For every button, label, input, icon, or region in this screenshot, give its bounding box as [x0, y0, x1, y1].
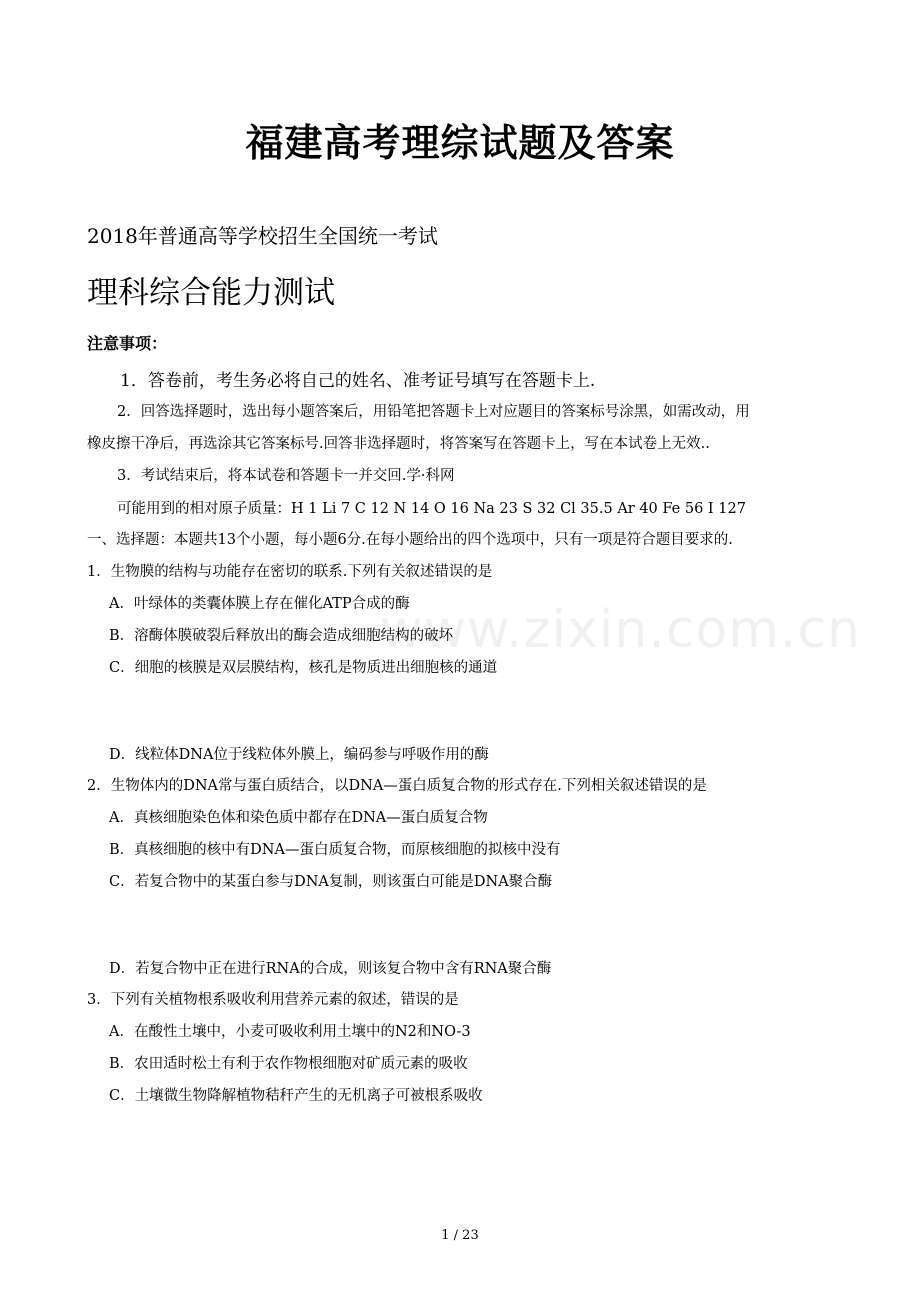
note-1: 1．答卷前，考生务必将自己的姓名、准考证号填写在答题卡上.: [120, 371, 596, 391]
question-2-option-a: A．真核细胞染色体和染色质中都存在DNA—蛋白质复合物: [109, 810, 488, 826]
notes-label: 注意事项：: [87, 334, 168, 353]
question-1-option-b: B．溶酶体膜破裂后释放出的酶会造成细胞结构的破坏: [109, 628, 454, 644]
question-2-option-b: B．真核细胞的核中有DNA—蛋白质复合物，而原核细胞的拟核中没有: [109, 842, 561, 858]
question-2-stem: 2．生物体内的DNA常与蛋白质结合，以DNA—蛋白质复合物的形式存在.下列相关叙述错误的是: [87, 778, 707, 794]
question-3-option-c: C．土壤微生物降解植物秸秆产生的无机离子可被根系吸收: [109, 1088, 483, 1104]
note-3: 3．考试结束后，将本试卷和答题卡一并交回.学·科网: [117, 468, 455, 484]
section-heading: 一、选择题：本题共13个小题，每小题6分.在每小题给出的四个选项中，只有一项是符合题目要求的.: [87, 532, 733, 548]
question-3-stem: 3．下列有关植物根系吸收利用营养元素的叙述，错误的是: [87, 992, 459, 1008]
question-3-option-a: A．在酸性土壤中，小麦可吸收利用土壤中的N2和NO-3: [109, 1024, 471, 1040]
note-2-line-1: 2．回答选择题时，选出每小题答案后，用铅笔把答题卡上对应题目的答案标号涂黑，如需改动，用: [117, 404, 750, 420]
note-2-line-2: 橡皮擦干净后，再选涂其它答案标号.回答非选择题时，将答案写在答题卡上，写在本试卷上无效..: [87, 436, 710, 452]
question-2-option-c: C．若复合物中的某蛋白参与DNA复制，则该蛋白可能是DNA聚合酶: [109, 874, 553, 890]
page-number: 1 / 23: [441, 1228, 479, 1243]
question-1-stem: 1．生物膜的结构与功能存在密切的联系.下列有关叙述错误的是: [87, 564, 493, 580]
question-1-option-c: C．细胞的核膜是双层膜结构，核孔是物质进出细胞核的通道: [109, 660, 498, 676]
atomic-masses: 可能用到的相对原子质量：H 1 Li 7 C 12 N 14 O 16 Na 23 S 32 Cl 35.5 Ar 40 Fe 56 I 127: [117, 501, 746, 517]
question-1-option-a: A．叶绿体的类囊体膜上存在催化ATP合成的酶: [109, 596, 410, 612]
watermark: www.zixin.com.cn: [380, 600, 861, 660]
question-1-option-d: D．线粒体DNA位于线粒体外膜上，编码参与呼吸作用的酶: [109, 747, 489, 763]
exam-heading: 理科综合能力测试: [87, 275, 335, 311]
exam-subtitle: 2018年普通高等学校招生全国统一考试: [87, 224, 438, 248]
question-2-option-d: D．若复合物中正在进行RNA的合成，则该复合物中含有RNA聚合酶: [109, 961, 552, 977]
question-3-option-b: B．农田适时松土有利于农作物根细胞对矿质元素的吸收: [109, 1056, 468, 1072]
document-title: 福建高考理综试题及答案: [245, 121, 675, 165]
